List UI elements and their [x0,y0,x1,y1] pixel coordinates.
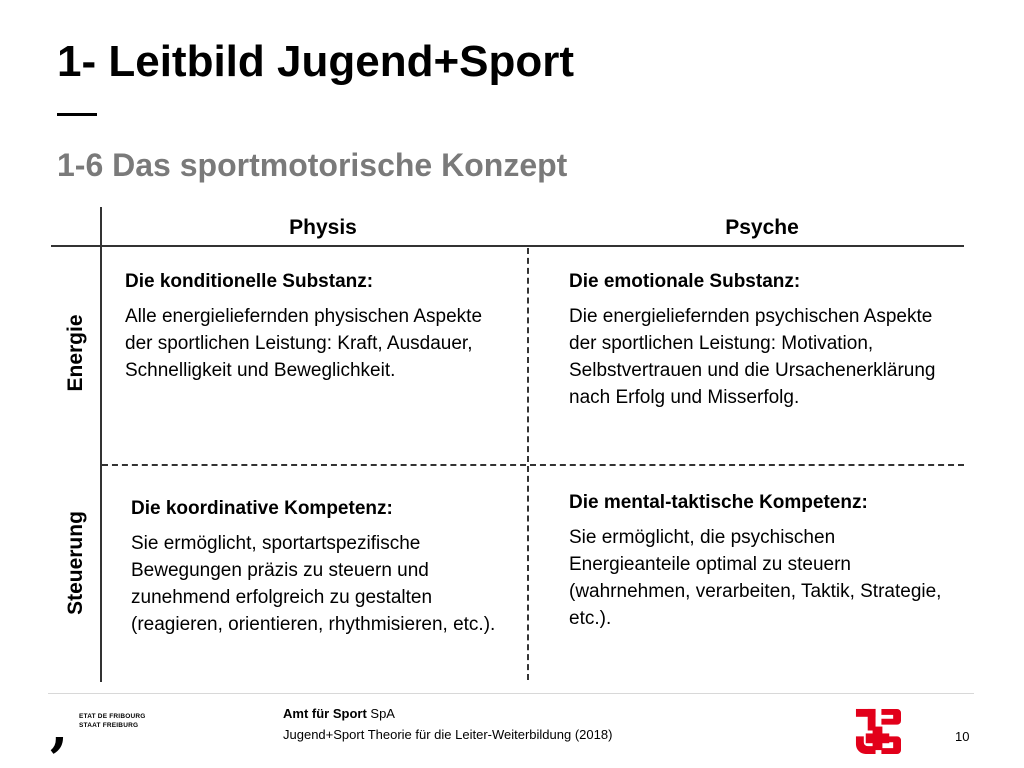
slide-subtitle: 1-6 Das sportmotorische Konzept [57,147,568,183]
cell-steuerung-psyche [569,489,949,632]
title-dash [57,113,97,116]
cell-energie-physis [125,268,505,384]
row-label-steuerung: Steuerung [64,511,87,615]
cell-body: Die energieliefernden psychischen Aspekte der sportlichen Leistung: Motivation, Selbstvertrauen und die Ursachenerklärung nach Erfolg und Misserfolg. [569,306,936,408]
cell-heading: Die koordinative Kompetenz: [131,498,393,519]
slide-title: 1- Leitbild Jugend+Sport [57,37,575,86]
page-number: 10 [955,729,970,744]
column-header-psyche: Psyche [725,216,799,239]
jugend-sport-logo-icon [854,707,901,754]
column-header-physis: Physis [289,216,357,239]
logo-line: STAAT FREIBURG [79,722,139,729]
logo-line: ETAT DE FRIBOURG [79,713,146,720]
row-divider-dashed [102,464,964,466]
header-divider-horizontal [51,245,964,247]
cell-body: Alle energieliefernden physischen Aspekte der sportlichen Leistung: Kraft, Ausdauer, Schnelligkeit und Beweglichkeit. [125,306,483,381]
fribourg-logo-icon: , [50,697,69,758]
fribourg-logo-text [79,712,146,730]
column-divider-dashed [527,248,529,680]
cell-body: Sie ermöglicht, sportartspezifische Bewegungen präzis zu steuern und zunehmend erfolgreich zu gestalten (reagieren, orientieren, rhythmisieren, etc.). [131,533,496,635]
cell-steuerung-physis [131,495,516,638]
cell-energie-psyche [569,268,949,411]
cell-heading: Die mental-taktische Kompetenz: [569,492,868,513]
footer-organization [283,706,395,722]
footer-course-title: Jugend+Sport Theorie für die Leiter-Weiterbildung (2018) [283,727,613,742]
cell-heading: Die emotionale Substanz: [569,271,801,292]
row-label-energie: Energie [64,314,87,392]
footer-org-suffix: SpA [366,706,395,721]
footer-divider [48,693,974,694]
footer-org-name: Amt für Sport [283,706,367,721]
row-divider-vertical [100,207,102,682]
cell-body: Sie ermöglicht, die psychischen Energieanteile optimal zu steuern (wahrnehmen, verarbeiten, Taktik, Strategie, etc.). [569,527,942,629]
cell-heading: Die konditionelle Substanz: [125,271,374,292]
